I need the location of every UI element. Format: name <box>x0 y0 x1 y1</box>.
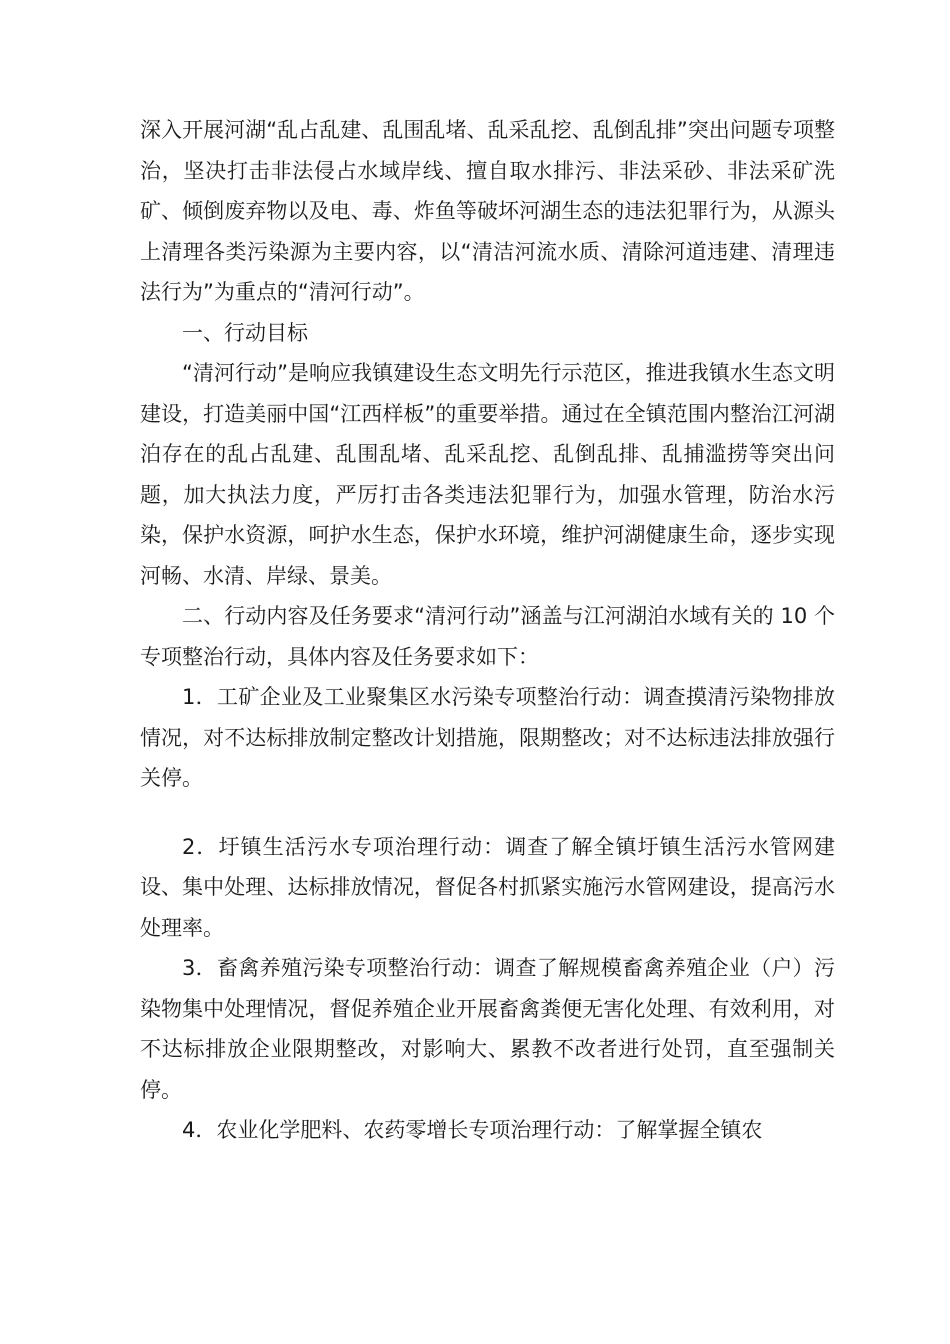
objectives-paragraph: “清河行动”是响应我镇建设生态文明先行示范区，推进我镇水生态文明建设，打造美丽中国“江西样板”的重要举措。通过在全镇范围内整治江河湖泊存在的乱占乱建、乱围乱堵、乱采乱挖、乱倒乱排、乱捕滥捞等突出问题，加大执法力度，严厉打击各类违法犯罪行为，加强水管理，防治水污染，保护水资源，呵护水生态，保护水环境，维护河湖健康生命，逐步实现河畅、水清、岸绿、景美。 <box>140 361 835 588</box>
item-3-paragraph: 3．畜禽养殖污染专项整治行动：调查了解规模畜禽养殖企业（户）污染物集中处理情况，督促养殖企业开展畜禽粪便无害化处理、有效利用，对不达标排放企业限期整改，对影响大、累教不改者进行处罚，直至强制关停。 <box>140 956 835 1102</box>
item-1-paragraph: 1．工矿企业及工业聚集区水污染专项整治行动：调查摸清污染物排放情况，对不达标排放制定整改计划措施，限期整改；对不达标违法排放强行关停。 <box>140 685 835 790</box>
section-heading-content: 二、行动内容及任务要求“清河行动”涵盖与江河湖泊水域有关的 10 个专项整治行动，具体内容及任务要求如下： <box>140 604 835 669</box>
intro-paragraph: 深入开展河湖“乱占乱建、乱围乱堵、乱采乱挖、乱倒乱排”突出问题专项整治，坚决打击非法侵占水域岸线、擅自取水排污、非法采砂、非法采矿洗矿、倾倒废弃物以及电、毒、炸鱼等破坏河湖生态的违法犯罪行为，从源头上清理各类污染源为主要内容，以“清洁河流水质、清除河道违建、清理违法行为”为重点的“清河行动”。 <box>140 118 835 304</box>
item-2-paragraph: 2．圩镇生活污水专项治理行动：调查了解全镇圩镇生活污水管网建设、集中处理、达标排放情况，督促各村抓紧实施污水管网建设，提高污水处理率。 <box>140 834 835 940</box>
document-body <box>140 110 835 1151</box>
item-4-paragraph: 4．农业化学肥料、农药零增长专项治理行动：了解掌握全镇农 <box>182 1118 763 1142</box>
section-heading-objectives: 一、行动目标 <box>182 320 308 345</box>
